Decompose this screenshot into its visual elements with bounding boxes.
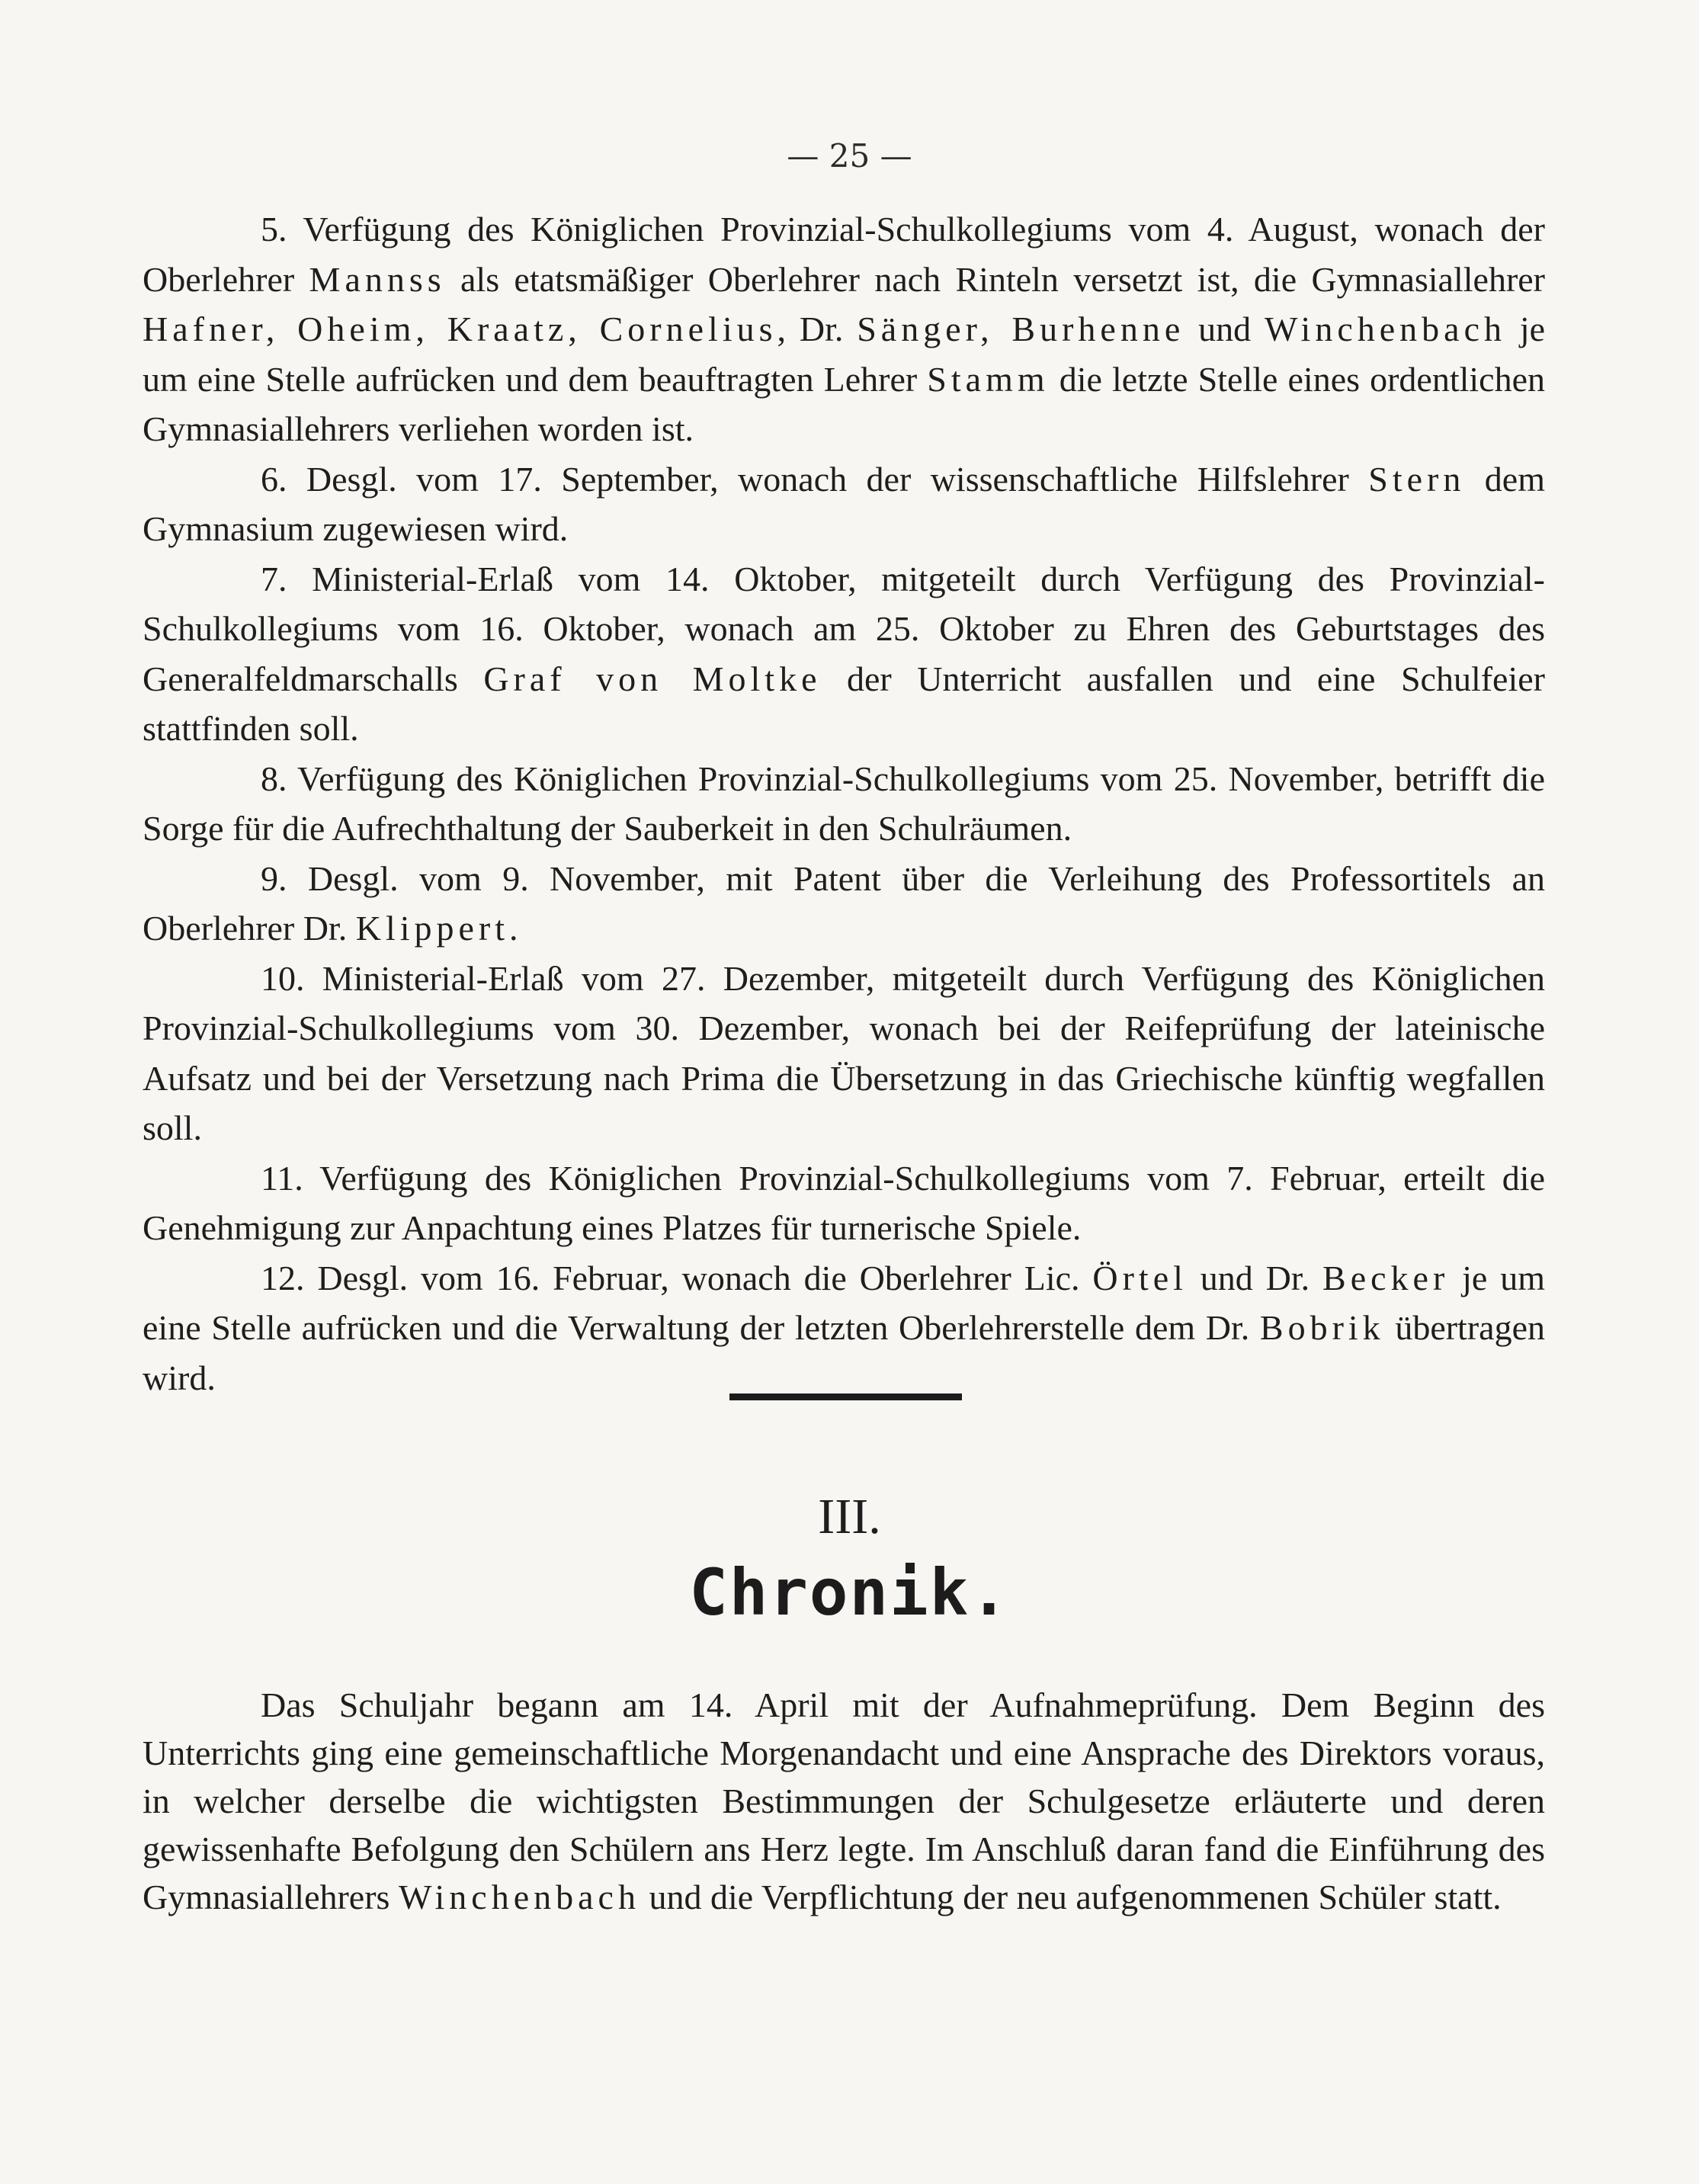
decree-item-11: 11. Verfügung des Königlichen Provinzial-Schulkollegiums vom 7. Februar, erteilt die Genehmigung zur Anpachtung eines Platzes für turnerische Spiele. <box>143 1158 1545 1247</box>
section-numeral: III. <box>818 1489 881 1544</box>
page-number: — 25 — <box>787 137 912 175</box>
section-divider <box>729 1393 962 1400</box>
chronik-paragraph <box>143 1681 1545 1921</box>
section-title: Chronik. <box>689 1555 1010 1630</box>
decree-item-10: 10. Ministerial-Erlaß vom 27. Dezember, mitgeteilt durch Verfügung des Königlichen Provinzial-Schulkollegiums vom 30. Dezember, wonach bei der Reifeprüfung der lateinische Aufsatz und bei der Versetzung nach Prima die Übersetzung in das Griechische künftig wegfallen soll. <box>143 958 1545 1147</box>
decree-item-9: 9. Desgl. vom 9. November, mit Patent über die Verleihung des Professortitels an Oberlehrer Dr. Klippert. <box>143 858 1545 948</box>
decree-item-7: 7. Ministerial-Erlaß vom 14. Oktober, mitgeteilt durch Verfügung des Provinzial-Schulkollegiums vom 16. Oktober, wonach am 25. Oktober zu Ehren des Geburtstages des Generalfeldmarschalls Graf von Moltke der Unterricht ausfallen und eine Schulfeier stattfinden soll. <box>143 559 1545 748</box>
decree-list <box>143 204 1545 1403</box>
decree-item-8: 8. Verfügung des Königlichen Provinzial-Schulkollegiums vom 25. November, betrifft die Sorge für die Aufrechthaltung der Sauberkeit in den Schulräumen. <box>143 758 1545 848</box>
decree-item-12: 12. Desgl. vom 16. Februar, wonach die Oberlehrer Lic. Örtel und Dr. Becker je um eine Stelle aufrücken und die Verwaltung der letzten Oberlehrerstelle dem Dr. Bobrik übertragen wird. <box>143 1258 1545 1397</box>
decree-item-5: 5. Verfügung des Königlichen Provinzial-Schulkollegiums vom 4. August, wonach der Oberlehrer Mannss als etatsmäßiger Oberlehrer nach Rinteln versetzt ist, die Gymnasiallehrer Hafner, Oheim, Kraatz, Cornelius, Dr. Sänger, Burhenne und Winchenbach je um eine Stelle aufrücken und dem beauftragten Lehrer Stamm die letzte Stelle eines ordentlichen Gymnasiallehrers verliehen worden ist. <box>143 210 1546 448</box>
chronik-text: Das Schuljahr begann am 14. April mit der Aufnahmeprüfung. Dem Beginn des Unterrichts ging eine gemeinschaftliche Morgenandacht und eine Ansprache des Direktors voraus, in welcher derselbe die wichtigsten Bestimmungen der Schulgesetze erläuterte und deren gewissenhafte Befolgung den Schülern ans Herz legte. Im Anschluß daran fand die Einführung des Gymnasiallehrers Winchenbach und die Verpflichtung der neu aufgenommenen Schüler statt. <box>143 1685 1545 1916</box>
decree-item-6: 6. Desgl. vom 17. September, wonach der wissenschaftliche Hilfslehrer Stern dem Gymnasium zugewiesen wird. <box>143 459 1545 548</box>
